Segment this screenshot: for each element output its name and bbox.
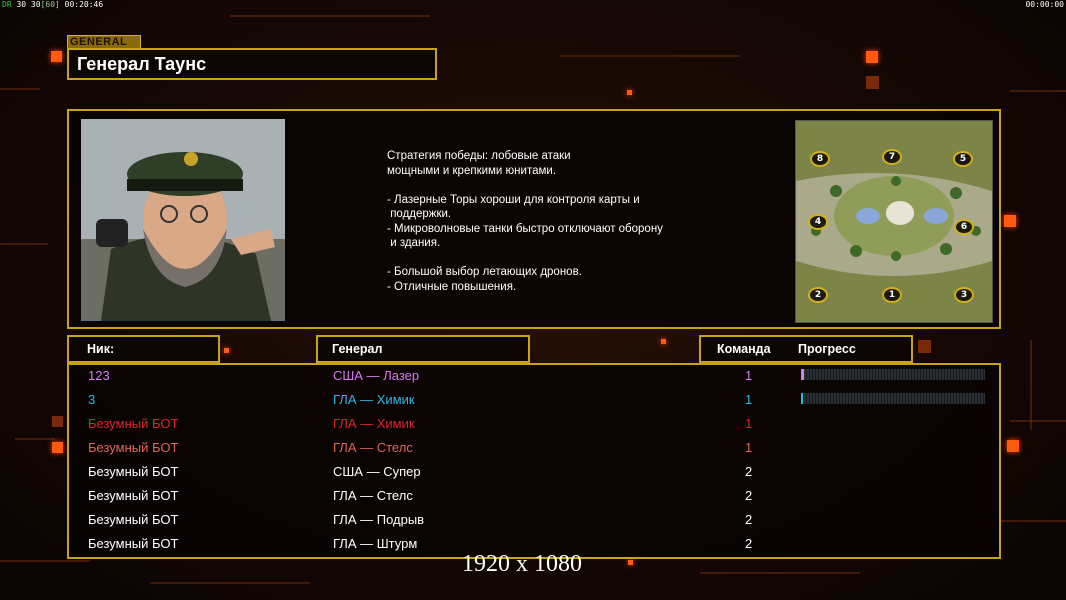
player-team: 1 [745,392,753,407]
map-preview[interactable] [795,120,993,323]
map-start-8: 8 [810,151,830,167]
decor-line [560,55,740,57]
map-start-4: 4 [808,214,828,230]
decor-square [224,348,229,353]
map-start-6: 6 [954,219,974,235]
player-general: ГЛА — Штурм [333,536,418,551]
decor-square [627,90,632,95]
header-progress-label: Прогресс [798,342,856,356]
player-nick: Безумный БОТ [88,440,179,455]
decor-square [628,560,633,565]
player-nick: 123 [88,368,110,383]
player-team: 1 [745,368,753,383]
header-nick [67,335,220,363]
player-row[interactable] [69,414,999,438]
player-team: 2 [745,488,753,503]
status-bar [0,0,1066,10]
map-start-1: 1 [882,287,902,303]
general-description: Стратегия победы: лобовые атаки мощными и крепкими юнитами. - Лазерные Торы хороши для контроля карты и поддержки. - Микроволновые танки быстро отключают оборону и здания. - Большой выбор летающих дронов. - Отличные повышения. [387,150,663,293]
header-nick-label: Ник: [87,342,115,356]
general-title-box [67,48,437,80]
map-start-2: 2 [808,287,828,303]
status-time: 00:20:46 [64,0,104,9]
decor-line [1010,90,1066,92]
player-progress-bar [801,369,985,380]
decor-line [700,572,860,574]
decor-line [0,560,90,562]
decor-square [51,51,62,62]
decor-square [661,339,666,344]
decor-line [1010,420,1066,422]
status-prefix: DR [2,0,12,9]
status-stats: 30 30 [16,0,41,9]
decor-line [0,243,48,245]
portrait-image [81,119,285,321]
player-progress-bar [801,393,985,404]
general-name: Генерал Таунс [77,54,207,74]
decor-square [52,442,63,453]
status-right-time: 00:00:00 [1025,0,1064,9]
player-team: 2 [745,536,753,551]
resolution-label: 1920 x 1080 [462,551,582,577]
general-info-panel [67,109,1001,329]
map-start-5: 5 [953,151,973,167]
player-team: 2 [745,464,753,479]
player-nick: Безумный БОТ [88,488,179,503]
player-nick: Безумный БОТ [88,464,179,479]
player-team: 2 [745,512,753,527]
decor-square [1004,215,1016,227]
header-general-label: Генерал [332,342,383,356]
player-row[interactable] [69,438,999,462]
header-general [316,335,530,363]
decor-line [230,15,430,17]
decor-line [150,582,310,584]
player-team: 1 [745,416,753,431]
general-portrait [81,119,285,321]
decor-line [15,438,55,440]
player-general: ГЛА — Химик [333,392,415,407]
players-table [67,363,1001,559]
player-row[interactable] [69,510,999,534]
player-general: ГЛА — Химик [333,416,415,431]
decor-square [866,51,878,63]
player-general: США — Супер [333,464,421,479]
player-team: 1 [745,440,753,455]
map-start-3: 3 [954,287,974,303]
player-row[interactable] [69,462,999,486]
player-nick: Безумный БОТ [88,512,179,527]
player-nick: Безумный БОТ [88,536,179,551]
player-nick: Безумный БОТ [88,416,179,431]
header-team-label: Команда [717,342,771,356]
player-progress-fill [801,393,803,404]
general-tag: GENERAL [67,35,141,49]
status-fps: [60] [40,0,60,9]
player-general: ГЛА — Стелс [333,488,413,503]
decor-square [52,416,63,427]
player-row[interactable] [69,366,999,390]
map-start-7: 7 [882,149,902,165]
decor-square [918,340,931,353]
decor-line [1030,340,1032,430]
decor-line [1000,520,1066,522]
decor-square [866,76,879,89]
decor-line [0,88,40,90]
player-nick: 3 [88,392,96,407]
status-left [2,0,103,9]
header-team-progress [699,335,913,363]
decor-square [1007,440,1019,452]
player-general: США — Лазер [333,368,420,383]
player-general: ГЛА — Стелс [333,440,413,455]
player-general: ГЛА — Подрыв [333,512,425,527]
player-row[interactable] [69,486,999,510]
player-row[interactable] [69,390,999,414]
player-progress-fill [801,369,804,380]
